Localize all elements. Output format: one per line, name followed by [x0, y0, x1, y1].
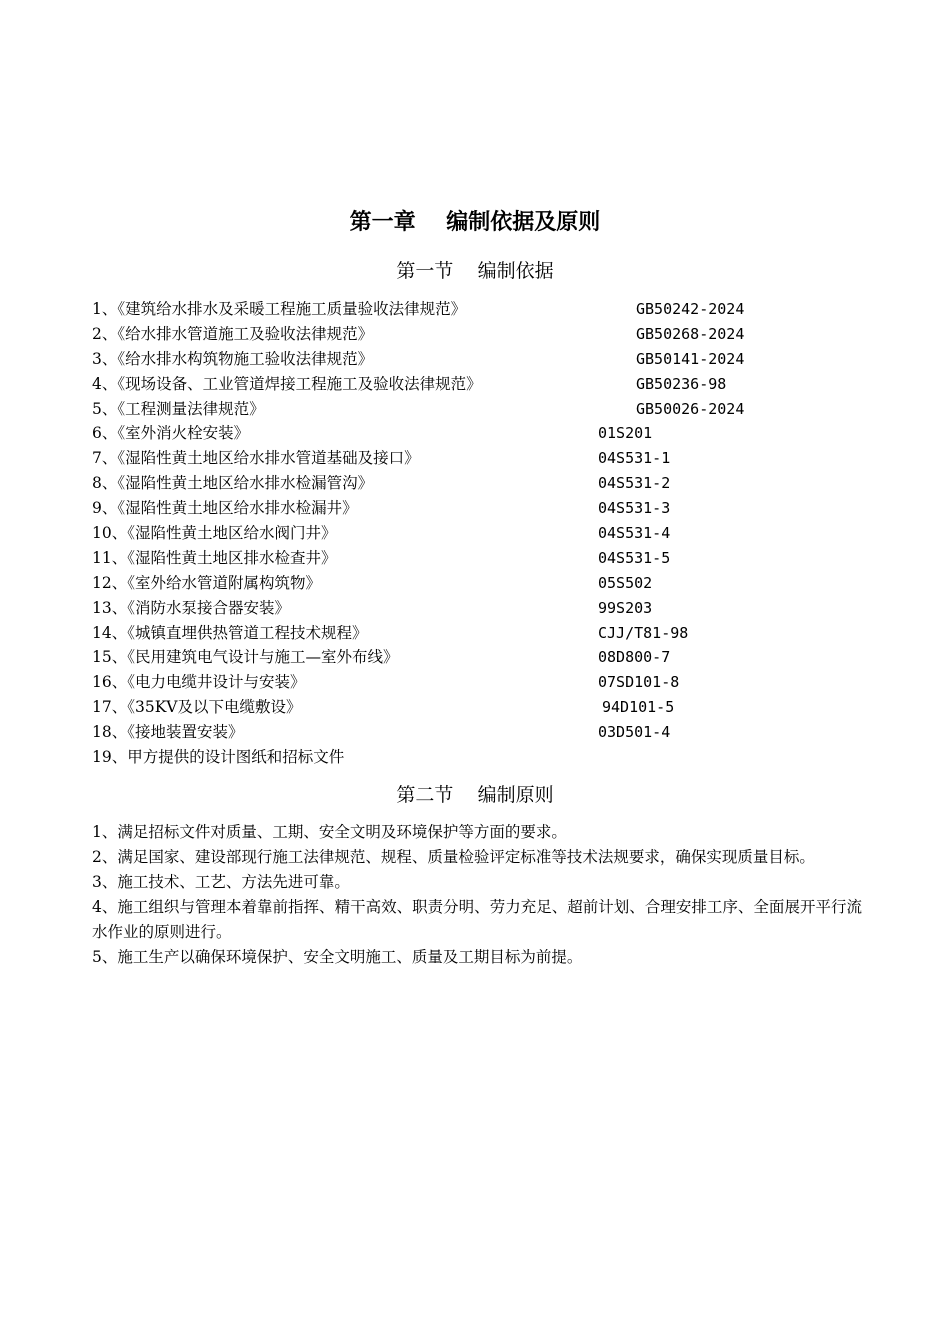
- reference-title: 15、《民用建筑电气设计与施工—室外布线》: [92, 648, 399, 667]
- reference-item: [92, 670, 872, 695]
- reference-title: 10、《湿陷性黄土地区给水阀门井》: [92, 524, 337, 543]
- reference-title: 16、《电力电缆井设计与安装》: [92, 673, 306, 692]
- reference-item: [92, 695, 872, 720]
- reference-item: [92, 720, 872, 745]
- reference-item: [92, 745, 872, 770]
- reference-code: 04S531-3: [598, 499, 671, 518]
- reference-item: [92, 446, 872, 471]
- reference-item: [92, 421, 872, 446]
- reference-item: [92, 496, 872, 521]
- reference-title: 7、《湿陷性黄土地区给水排水管道基础及接口》: [92, 449, 420, 468]
- reference-code: 04S531-4: [598, 524, 671, 543]
- reference-code: 08D800-7: [598, 648, 671, 667]
- reference-item: [92, 372, 872, 397]
- reference-code: GB50268-2024: [636, 324, 745, 343]
- section-title-basis: 第一节 编制依据: [396, 260, 554, 282]
- reference-code: 99S203: [598, 598, 653, 617]
- reference-title: 17、《35KV及以下电缆敷设》: [92, 698, 302, 717]
- principles-list: [92, 820, 862, 969]
- reference-code: CJJ/T81-98: [598, 623, 689, 642]
- reference-title: 1、《建筑给水排水及采暖工程施工质量验收法律规范》: [92, 300, 467, 318]
- reference-code: GB50141-2024: [636, 349, 745, 368]
- reference-title: 5、《工程测量法律规范》: [92, 399, 265, 418]
- principle-item: 4、施工组织与管理本着靠前指挥、精干高效、职责分明、劳力充足、超前计划、合理安排工序、全面展开平行流水作业的原则进行。: [92, 897, 862, 941]
- reference-item: [92, 322, 872, 347]
- reference-title: 14、《城镇直埋供热管道工程技术规程》: [92, 623, 368, 642]
- reference-code: 05S502: [598, 573, 653, 592]
- reference-code: GB50236-98: [636, 374, 727, 393]
- reference-code: 01S201: [598, 424, 653, 443]
- reference-code: 04S531-1: [598, 449, 671, 468]
- reference-title: 19、甲方提供的设计图纸和招标文件: [92, 748, 345, 767]
- reference-item: [92, 347, 872, 372]
- reference-code: 94D101-5: [602, 698, 675, 717]
- reference-list: [92, 297, 872, 770]
- reference-item: [92, 621, 872, 646]
- reference-title: 13、《消防水泵接合器安装》: [92, 598, 290, 617]
- reference-item: [92, 571, 872, 596]
- principle-item: 1、满足招标文件对质量、工期、安全文明及环境保护等方面的要求。: [92, 823, 567, 841]
- reference-title: 18、《接地装置安装》: [92, 723, 244, 742]
- principle-item: 2、满足国家、建设部现行施工法律规范、规程、质量检验评定标准等技术法规要求，确保实现质量目标。: [92, 847, 815, 866]
- reference-item: [92, 471, 872, 496]
- reference-item: [92, 521, 872, 546]
- reference-item: [92, 397, 872, 422]
- reference-title: 9、《湿陷性黄土地区给水排水检漏井》: [92, 499, 358, 518]
- principle-item: 5、施工生产以确保环境保护、安全文明施工、质量及工期目标为前提。: [92, 947, 583, 966]
- reference-code: 03D501-4: [598, 723, 671, 742]
- reference-title: 6、《室外消火栓安装》: [92, 424, 250, 443]
- reference-code: 04S531-2: [598, 474, 671, 493]
- chapter-title: 第一章 编制依据及原则: [349, 209, 601, 235]
- reference-item: [92, 546, 872, 571]
- reference-code: GB50242-2024: [636, 300, 745, 318]
- reference-code: GB50026-2024: [636, 399, 745, 418]
- principle-item: 3、施工技术、工艺、方法先进可靠。: [92, 872, 350, 891]
- reference-code: 04S531-5: [598, 548, 671, 567]
- reference-title: 4、《现场设备、工业管道焊接工程施工及验收法律规范》: [92, 374, 482, 393]
- reference-title: 11、《湿陷性黄土地区排水检查井》: [92, 548, 337, 567]
- reference-title: 8、《湿陷性黄土地区给水排水检漏管沟》: [92, 474, 374, 493]
- reference-item: [92, 645, 872, 670]
- reference-item: [92, 596, 872, 621]
- section-title-principles: 第二节 编制原则: [396, 784, 554, 806]
- reference-code: 07SD101-8: [598, 673, 680, 692]
- reference-item: [92, 297, 872, 322]
- reference-title: 12、《室外给水管道附属构筑物》: [92, 573, 321, 592]
- reference-title: 3、《给水排水构筑物施工验收法律规范》: [92, 349, 374, 368]
- reference-title: 2、《给水排水管道施工及验收法律规范》: [92, 324, 374, 343]
